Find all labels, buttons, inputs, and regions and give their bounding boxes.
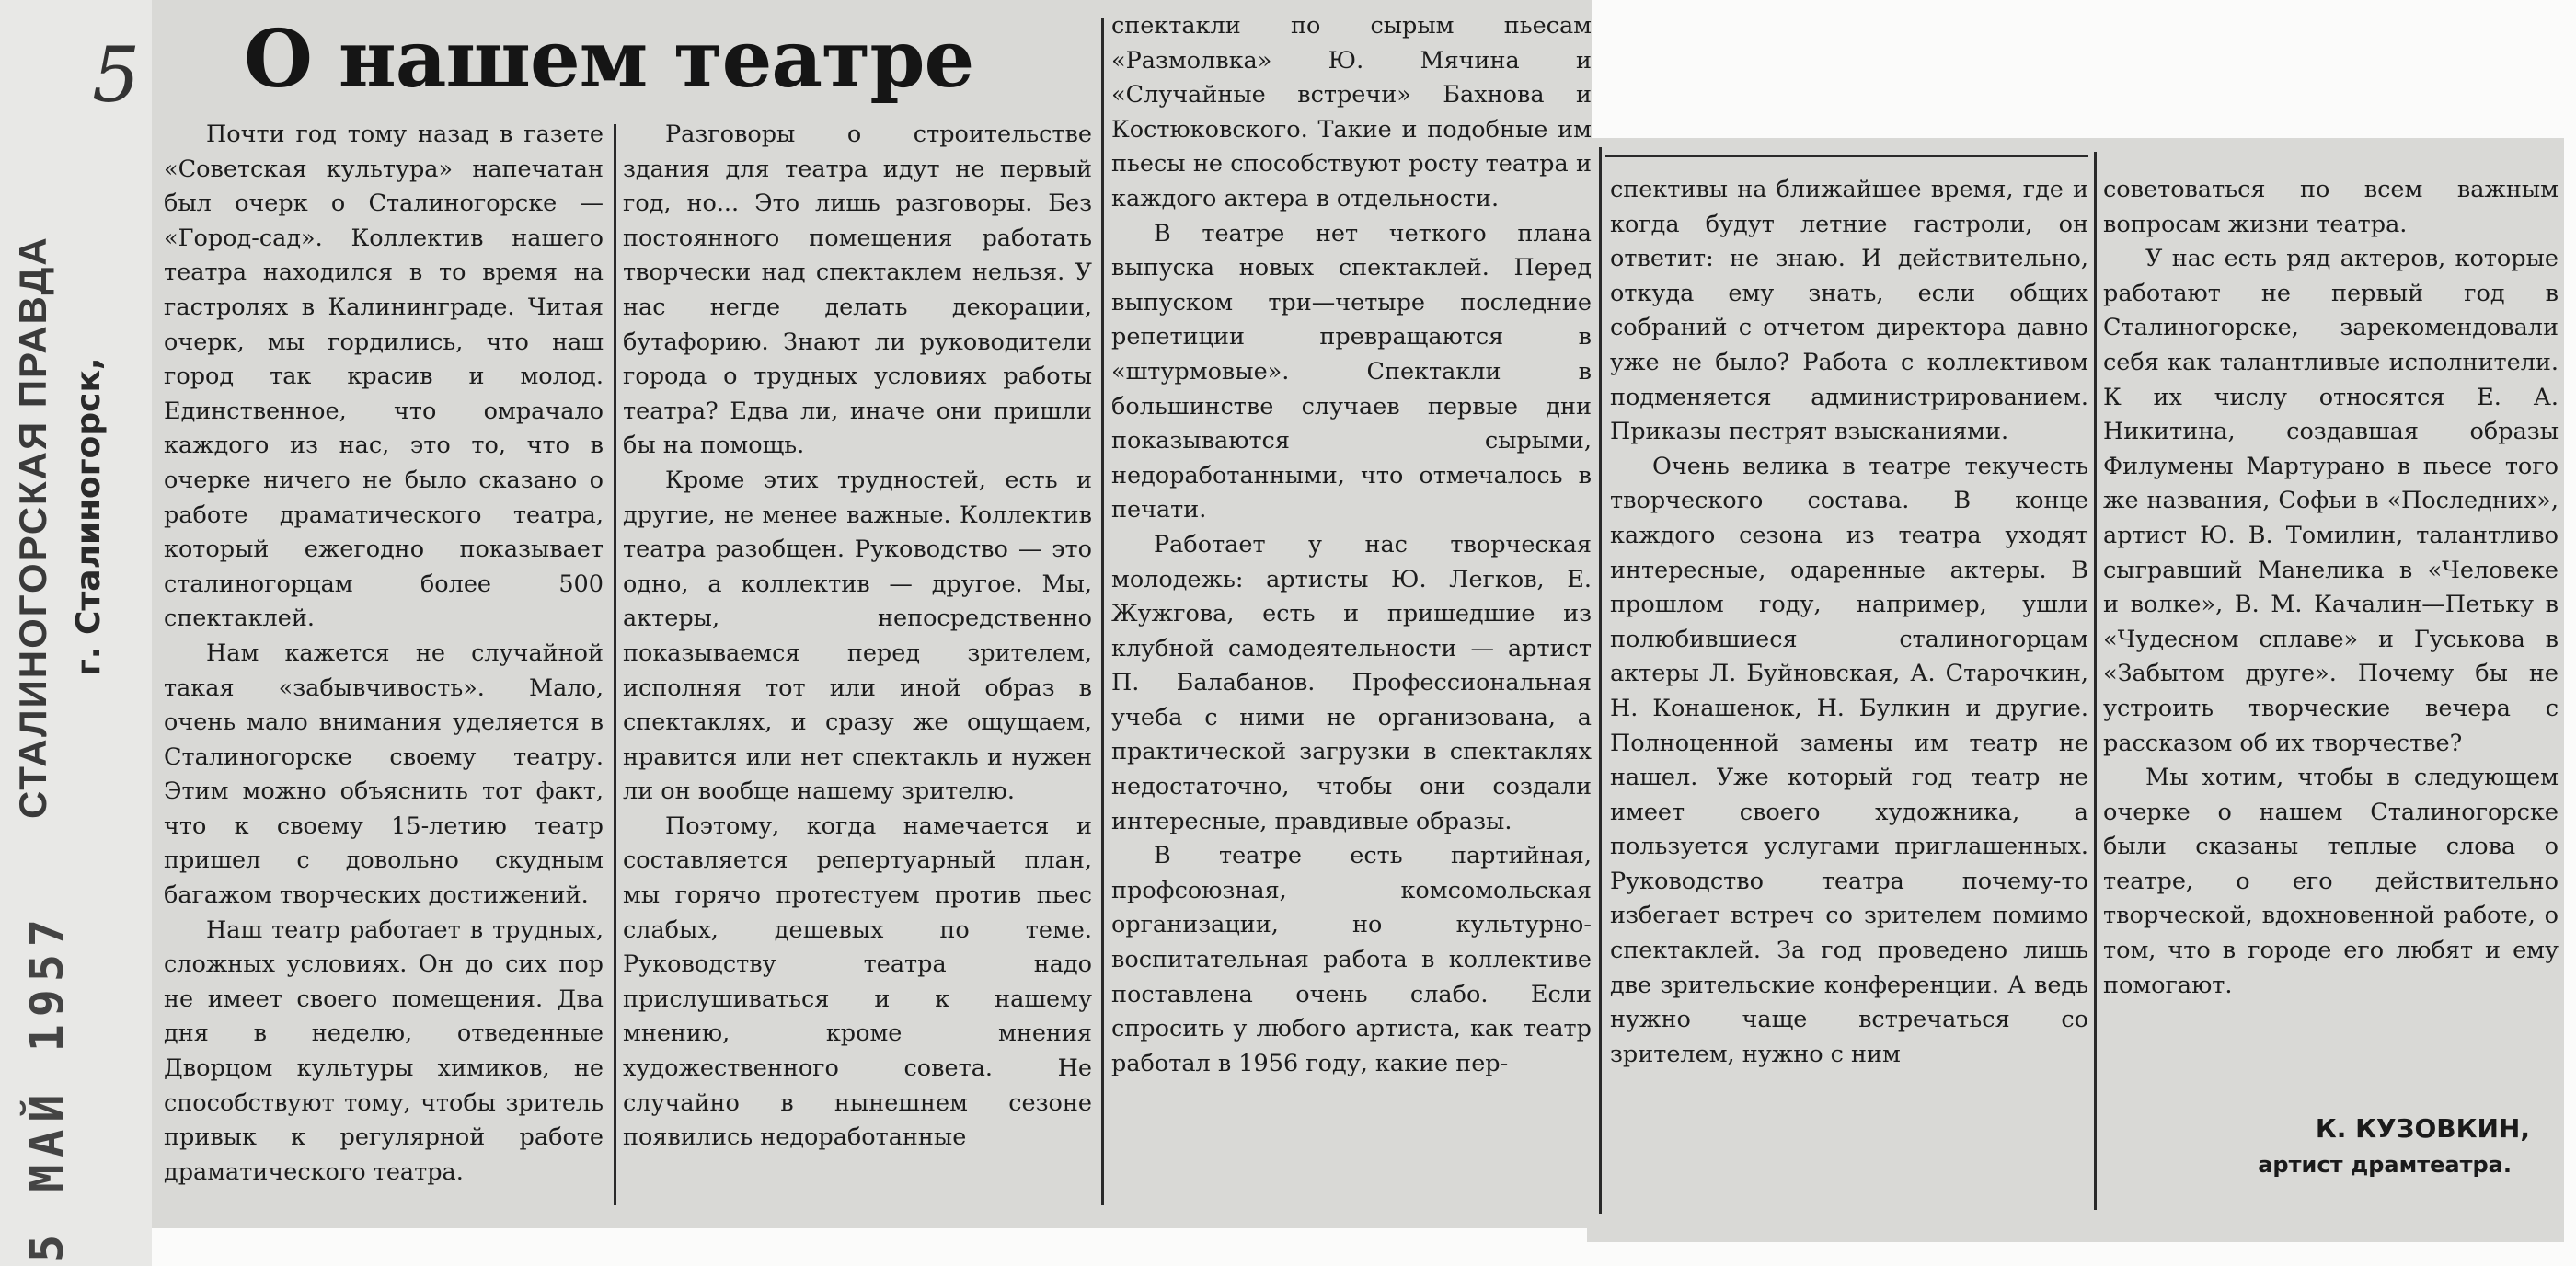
column-rule — [2094, 152, 2097, 1210]
newspaper-name: СТАЛИНОГОРСКАЯ ПРАВДА — [11, 236, 54, 819]
column-rule — [1599, 147, 1602, 1214]
paragraph: спективы на ближайшее время, где и когда будут летние гастроли, он ответит: не знаю. И действительно, откуда ему знать, если общих собраний с отчетом директора давно уже не было? Работа с коллективом подменяется администрированием. Приказы пестрят взысканиями. — [1610, 176, 2088, 446]
paragraph: Очень велика в театре текучесть творческого состава. В конце каждого сезона из театра уходят интересные, одаренные актеры. В прошлом году, например, ушли полюбившиеся сталиногорцам актеры Л. Буйновская, А. Старочкин, Н. Конашенок, Н. Булкин и другие. Полноценной замены им театр не нашел. Уже который год театр не имеет своего художника, а пользуется услугами приглашенных. Руководство театра почему-то избегает встреч со зрителем помимо спектаклей. За год проведено лишь две зрительские конференции. А ведь нужно чаще встречаться со зрителем, нужно с ним — [1610, 452, 2088, 1068]
paragraph: У нас есть ряд актеров, которые работают не первый год в Сталиногорске, зарекомендовали себя как талантливые исполнители. К их числу относятся Е. А. Никитина, создавшая образы Филумены Мартурано в пьесе того же названия, Софьи в «Последних», артист Ю. В. Томилин, талантливо сыгравший Манелика в «Человеке и волке», В. М. Качалин—Петьку в «Чудесном сплаве» и Гуськова в «Забытом друге». Почему бы не устроить творческие вечера с рассказом об их творчестве? — [2103, 245, 2559, 757]
top-rule — [1605, 155, 2088, 157]
paragraph: В театре есть партийная, профсоюзная, комсомольская организации, но культурно-воспитательная работа в коллективе поставлена очень слабо. Если спросить у любого артиста, как театр работал в 1956 году, какие пер- — [1111, 842, 1592, 1077]
paragraph: Поэтому, когда намечается и составляется репертуарный план, мы горячо протестуем против пьес слабых, дешевых по теме. Руководству театра надо прислушиваться и к нашему мнению, кроме мнения художественного совета. Не случайно в нынешнем сезоне появились недоработанные — [623, 811, 1092, 1152]
paragraph: Мы хотим, чтобы в следующем очерке о нашем Сталиногорске были сказаны теплые слова о театре, о его действительно творческой, вдохновенной работе, о том, что в городе его любят и ему помогают. — [2103, 764, 2559, 999]
paragraph: Почти год тому назад в газете «Советская культура» напечатан был очерк о Сталиногорске — «Город-сад». Коллектив нашего театра находился в то время на гастролях в Калининграде. Читая очерк, мы гордились, что наш город так красив и молод. Единственное, что омрачало каждого из нас, это то, что в очерке ничего не было сказано о работе драматического театра, который ежегодно показывает сталиногорцам более 500 спектаклей. — [164, 121, 604, 633]
column-2 — [623, 118, 1092, 1156]
city-label: г. Сталиногорск, — [70, 357, 108, 676]
paragraph: Кроме этих трудностей, есть и другие, не менее важные. Коллектив театра разобщен. Руководство — это одно, а коллектив — другое. Мы, актеры, непосредственно показываемся перед зрителем, исполняя тот или иной образ в спектаклях, и сразу же ощущаем, нравится или нет спектакль и нужен ли он вообще нашему зрителю. — [623, 466, 1092, 806]
column-1 — [164, 118, 604, 1190]
paragraph: Разговоры о строительстве здания для театра идут не первый год, но... Это лишь разговоры. Без постоянного помещения работать творчески над спектаклем нельзя. У нас негде делать декорации, бутафорию. Знают ли руководители города о трудных условиях работы театра? Едва ли, иначе они пришли бы на помощь. — [623, 121, 1092, 460]
column-rule — [1101, 18, 1104, 1205]
author-name: К. КУЗОВКИН, — [2315, 1113, 2530, 1144]
column-5 — [2103, 173, 2559, 1003]
column-rule — [614, 124, 616, 1205]
paragraph: спектакли по сырым пьесам «Размолвка» Ю. Мячина и «Случайные встречи» Бахнова и Костюковского. Такие и подобные им пьесы не способствуют росту театра и каждого актера в отдельности. — [1111, 12, 1592, 213]
article-title: О нашем театре — [244, 13, 974, 106]
paragraph: Работает у нас творческая молодежь: артисты Ю. Легков, Е. Жужгова, есть и пришедшие из клубной самодеятельности — артист П. Балабанов. Профессиональная учеба с ними не организована, а практической загрузки в спектаклях недостаточно, чтобы они создали интересные, правдивые образы. — [1111, 530, 1592, 835]
paragraph: Наш театр работает в трудных, сложных условиях. Он до сих пор не имеет своего помещения. Два дня в неделю, отведенные Дворцом культуры химиков, не способствуют тому, чтобы зритель привык к регулярной работе драматического театра. — [164, 915, 604, 1186]
column-4 — [1610, 173, 2088, 1072]
paragraph: В театре нет четкого плана выпуска новых спектаклей. Перед выпуском три—четыре последние репетиции превращаются в «штурмовые». Спектакли в большинстве случаев первые дни показываются сырыми, недоработанными, что отмечалось в печати. — [1111, 219, 1592, 524]
paragraph: Нам кажется не случайной такая «забывчивость». Мало, очень мало внимания уделяется в Сталиногорске своему театру. Этим можно объяснить тот факт, что к своему 15-летию театр пришел с довольно скудным багажом творческих достижений. — [164, 639, 604, 910]
page-number: 5 — [92, 32, 141, 120]
author-role: артист драмтеатра. — [2258, 1152, 2512, 1178]
paragraph: советоваться по всем важным вопросам жизни театра. — [2103, 176, 2559, 238]
date-stamp: 5 МАЙ 1957 — [20, 911, 74, 1262]
column-3 — [1111, 9, 1592, 1081]
